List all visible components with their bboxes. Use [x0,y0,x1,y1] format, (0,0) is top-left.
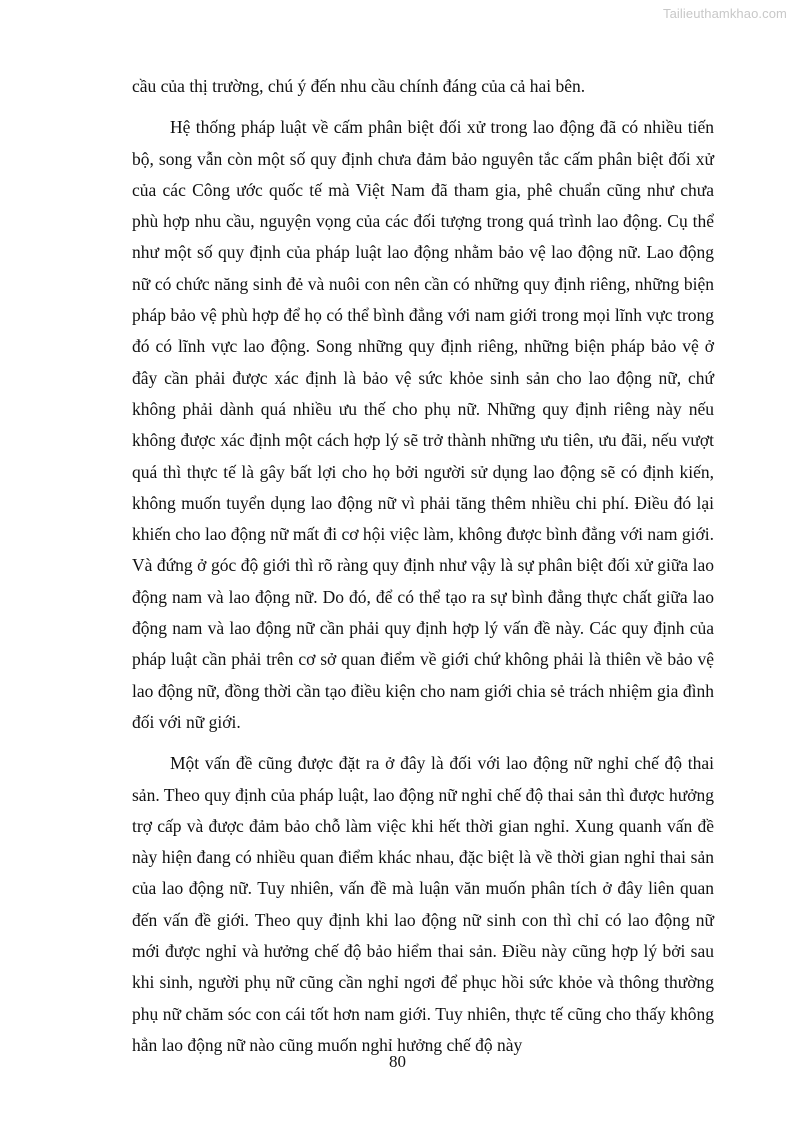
paragraph-maternity-leave: Một vấn đề cũng được đặt ra ở đây là đối với lao động nữ nghỉ chế độ thai sản. Theo quy định của pháp luật, lao động nữ nghỉ chế độ thai sản thì được hưởng trợ cấp và được đảm bảo chỗ làm việc khi hết thời gian nghỉ. Xung quanh vấn đề này hiện đang có nhiều quan điểm khác nhau, đặc biệt là về thời gian nghỉ thai sản của lao động nữ. Tuy nhiên, vấn đề mà luận văn muốn phân tích ở đây liên quan đến vấn đề giới. Theo quy định khi lao động nữ sinh con thì chỉ có lao động nữ mới được nghỉ và hưởng chế độ bảo hiểm thai sản. Điều này cũng hợp lý bởi sau khi sinh, người phụ nữ cũng cần nghỉ ngơi để phục hồi sức khỏe và thông thường phụ nữ chăm sóc con cái tốt hơn nam giới. Tuy nhiên, thực tế cũng cho thấy không hẳn lao động nữ nào cũng muốn nghỉ hưởng chế độ này [132,753,714,1055]
paragraph-continuation: cầu của thị trường, chú ý đến nhu cầu chính đáng của cả hai bên. [132,76,586,96]
page-body [132,71,714,1061]
watermark-text: Tailieuthamkhao.com [662,6,787,21]
page-number: 80 [389,1052,406,1071]
paragraph-legal-system: Hệ thống pháp luật về cấm phân biệt đối xử trong lao động đã có nhiều tiến bộ, song vẫn còn một số quy định chưa đảm bảo nguyên tắc cấm phân biệt đối xử của các Công ước quốc tế mà Việt Nam đã tham gia, phê chuẩn cũng như chưa phù hợp nhu cầu, nguyện vọng của các đối tượng trong quá trình lao động. Cụ thể như một số quy định của pháp luật lao động nhằm bảo vệ lao động nữ. Lao động nữ có chức năng sinh đẻ và nuôi con nên cần có những quy định riêng, những biện pháp bảo vệ phù hợp để họ có thể bình đẳng với nam giới trong mọi lĩnh vực trong đó có lĩnh vực lao động. Song những quy định riêng, những biện pháp bảo vệ ở đây cần phải được xác định là bảo vệ sức khỏe sinh sản cho lao động nữ, chứ không phải dành quá nhiều ưu thế cho phụ nữ. Những quy định riêng này nếu không được xác định một cách hợp lý sẽ trở thành những ưu tiên, ưu đãi, nếu vượt quá thì thực tế là gây bất lợi cho họ bởi người sử dụng lao động sẽ có định kiến, không muốn tuyển dụng lao động nữ vì phải tăng thêm nhiều chi phí. Điều đó lại khiến cho lao động nữ mất đi cơ hội việc làm, không được bình đẳng với nam giới. Và đứng ở góc độ giới thì rõ ràng quy định như vậy là sự phân biệt đối xử giữa lao động nam và lao động nữ. Do đó, để có thể tạo ra sự bình đẳng thực chất giữa lao động nam và lao động nữ cần phải quy định hợp lý vấn đề này. Các quy định của pháp luật cần phải trên cơ sở quan điểm về giới chứ không phải là thiên về bảo vệ lao động nữ, đồng thời cần tạo điều kiện cho nam giới chia sẻ trách nhiệm gia đình đối với nữ giới. [132,117,714,732]
